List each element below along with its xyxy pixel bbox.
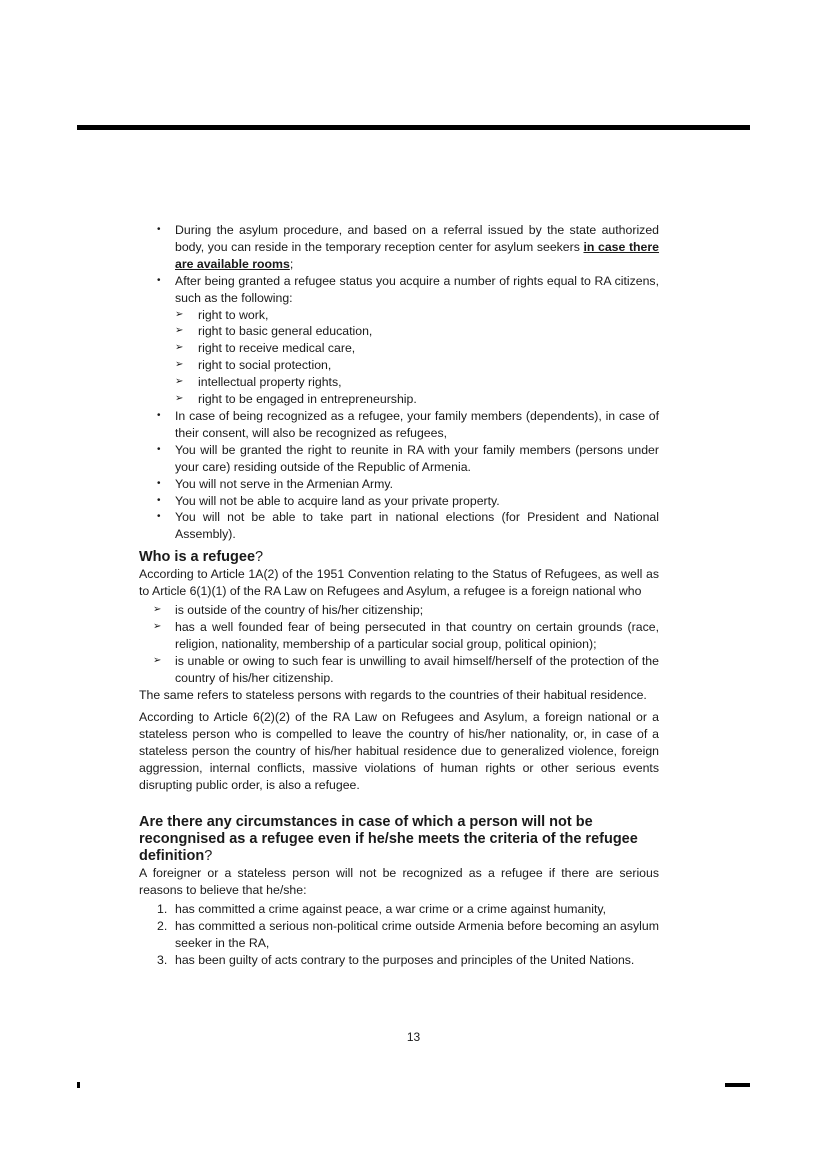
paragraph-intro: According to Article 1A(2) of the 1951 Convention relating to the Status of Refugees, as well as to Article 6(1)(1) of the RA Law on Refugees and Asylum, a refugee is a foreign national who	[139, 567, 659, 599]
list-item	[139, 476, 659, 493]
arrow-bullet-icon: ➢	[153, 620, 162, 632]
list-number: 1.	[157, 901, 168, 916]
emphasis-text: in case there are available rooms	[175, 239, 660, 271]
list-item-text: You will not be able to acquire land as your private property.	[175, 493, 500, 508]
list-item-text: is unable or owing to such fear is unwilling to avail himself/herself of the protection of the country of his/her citizenship.	[175, 653, 659, 685]
list-item	[139, 619, 659, 653]
bullet-icon: •	[157, 511, 161, 523]
list-item-text: In case of being recognized as a refugee, your family members (dependents), in case of their consent, will also be recognized as refugees,	[175, 408, 659, 440]
heading-text: Are there any circumstances in case of which a person will not be recongnised as a refugee even if he/she meets the criteria of the refugee definition	[139, 814, 638, 864]
arrow-bullet-icon: ➢	[175, 308, 184, 320]
list-item-text: has committed a serious non-political crime outside Armenia before becoming an asylum seeker in the RA,	[175, 918, 659, 950]
list-item	[175, 340, 659, 357]
list-number: 2.	[157, 918, 168, 933]
list-item	[139, 222, 659, 273]
bullet-icon: •	[157, 443, 161, 455]
bullet-icon: •	[157, 494, 161, 506]
crop-mark-left	[77, 1082, 80, 1088]
list-item-text: right to be engaged in entrepreneurship.	[198, 392, 417, 407]
exclusion-list	[139, 901, 659, 969]
list-item-text: is outside of the country of his/her citizenship;	[175, 603, 424, 618]
list-item-text: ;	[289, 256, 294, 271]
rights-sublist	[175, 307, 659, 408]
list-item	[139, 442, 659, 476]
arrow-bullet-icon: ➢	[153, 604, 162, 616]
list-number: 3.	[157, 952, 168, 967]
rights-list	[139, 222, 659, 543]
crop-mark-right	[725, 1083, 750, 1087]
list-item-text: You will be granted the right to reunite in RA with your family members (persons under your care) residing outside of the Republic of Armenia.	[175, 442, 659, 474]
paragraph-stateless-note: The same refers to stateless persons with regards to the countries of their habitual residence.	[139, 687, 647, 702]
arrow-bullet-icon: ➢	[175, 393, 184, 405]
list-item-text: After being granted a refugee status you acquire a number of rights equal to RA citizens, such as the following:	[175, 273, 659, 305]
list-item-text: You will not be able to take part in national elections (for President and National Assembly).	[175, 510, 659, 542]
arrow-bullet-icon: ➢	[153, 654, 162, 666]
list-item-text: right to social protection,	[198, 358, 332, 373]
list-item-text: During the asylum procedure, and based on a referral issued by the state authorized body, you can reside in the temporary reception center for asylum seekers	[175, 223, 659, 254]
paragraph-exclusion-intro: A foreigner or a stateless person will not be recognized as a refugee if there are serious reasons to believe that he/she:	[139, 866, 659, 897]
heading-mark: ?	[255, 549, 264, 566]
bullet-icon: •	[157, 274, 161, 286]
section-heading-who-is-refugee	[139, 549, 659, 566]
list-item	[139, 918, 659, 952]
list-item	[139, 602, 659, 619]
list-item-text: intellectual property rights,	[198, 375, 342, 390]
list-item	[175, 374, 659, 391]
list-item	[175, 307, 659, 324]
list-item	[139, 408, 659, 442]
list-item	[139, 273, 659, 408]
top-rule	[77, 125, 750, 130]
list-item-text: has committed a crime against peace, a war crime or a crime against humanity,	[175, 901, 607, 916]
section-heading-exclusion	[139, 814, 659, 865]
bullet-icon: •	[157, 409, 161, 421]
list-item-text: right to basic general education,	[198, 324, 373, 339]
heading-mark: ?	[204, 848, 213, 864]
list-item-text: right to work,	[198, 307, 269, 322]
list-item	[139, 493, 659, 510]
arrow-bullet-icon: ➢	[175, 376, 184, 388]
arrow-bullet-icon: ➢	[175, 342, 184, 354]
list-item-text: You will not serve in the Armenian Army.	[175, 476, 394, 491]
list-item	[139, 901, 659, 918]
heading-text: Who is a refugee	[139, 549, 256, 566]
list-item	[175, 357, 659, 374]
list-item	[175, 323, 659, 340]
arrow-bullet-icon: ➢	[175, 359, 184, 371]
bullet-icon: •	[157, 224, 161, 235]
list-item	[175, 391, 659, 408]
list-item	[139, 653, 659, 687]
list-item-text: has been guilty of acts contrary to the purposes and principles of the United Nations.	[175, 952, 635, 967]
paragraph-article-6-2: According to Article 6(2)(2) of the RA Law on Refugees and Asylum, a foreign national or a stateless person who is compelled to leave the country of his/her nationality, or, in case of a stateless person the country of his/her habitual residence due to generalized violence, foreign aggression, internal conflicts, massive violations of human rights or other serious events disrupting public order, is also a refugee.	[139, 710, 659, 793]
refugee-criteria-list	[139, 602, 659, 687]
list-item-text: has a well founded fear of being persecuted in that country on certain grounds (race, religion, nationality, membership of a particular social group, political opinion);	[175, 619, 659, 651]
list-item	[139, 952, 659, 969]
bullet-icon: •	[157, 477, 161, 489]
list-item-text: right to receive medical care,	[198, 341, 356, 356]
page-content	[139, 222, 659, 968]
arrow-bullet-icon: ➢	[175, 325, 184, 337]
page-number: 13	[406, 1030, 421, 1044]
list-item	[139, 509, 659, 543]
